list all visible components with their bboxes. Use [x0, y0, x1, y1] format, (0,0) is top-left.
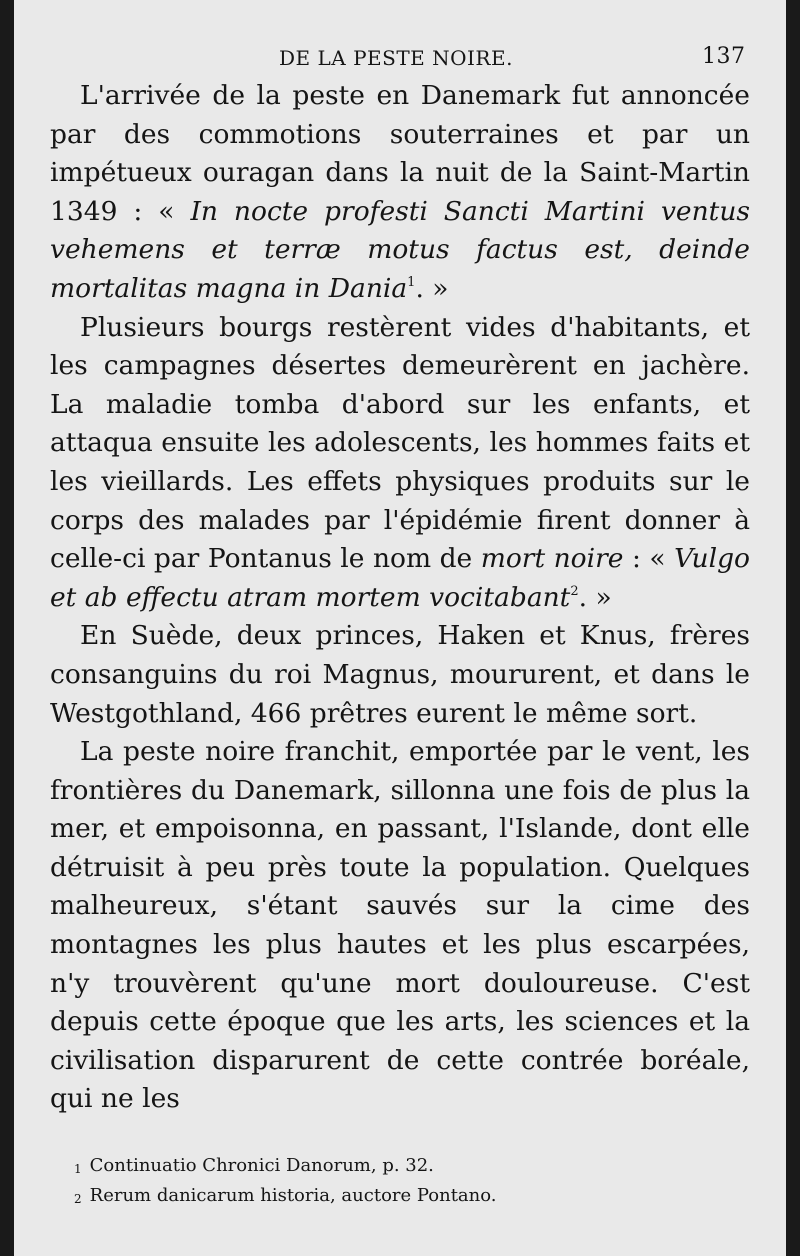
- body-text: [50, 77, 750, 1119]
- footnote-ref: 1: [407, 274, 416, 290]
- text-run: . »: [578, 581, 612, 613]
- italic-text: In nocte profesti Sancti Martini ventus vehemens et terræ motus factus est, deinde mortalitas magna in Dania: [50, 195, 750, 304]
- text-run: Plusieurs bourgs restèrent vides d'habitants, et les campagnes désertes demeurèrent en jachère. La maladie tomba d'abord sur les enfants, et attaqua ensuite les adolescents, les hommes faits et les vieillards. Les effets physiques produits sur le corps des malades par l'épidémie firent donner à celle-ci par Pontanus le nom de: [50, 311, 750, 575]
- footnote-mark: 2: [74, 1192, 82, 1206]
- text-run: . »: [415, 272, 449, 304]
- footnotes: [74, 1151, 754, 1211]
- footnote: [74, 1181, 754, 1211]
- paragraph: [50, 733, 750, 1119]
- paragraph: [50, 617, 750, 733]
- text-run: : «: [623, 543, 675, 575]
- footnote-text: Continuatio Chronici Danorum, p. 32.: [89, 1155, 434, 1176]
- italic-text: mort noire: [480, 543, 624, 575]
- footnote-ref: 2: [570, 583, 579, 599]
- footnote-mark: 1: [74, 1162, 82, 1176]
- running-title: DE LA PESTE NOIRE.: [279, 46, 513, 70]
- book-page: [14, 0, 786, 1256]
- text-run: La peste noire franchit, emportée par le vent, les frontières du Danemark, sillonna une fois de plus la mer, et empoisonna, en passant, l'Islande, dont elle détruisit à peu près toute la population. Quelques malheureux, s'étant sauvés sur la cime des montagnes les plus hautes et les plus escarpées, n'y trouvèrent qu'une mort douloureuse. C'est depuis cette époque que les arts, les sciences et la civilisation disparurent de cette contrée boréale, qui ne les: [50, 736, 750, 1115]
- page-number: 137: [702, 44, 746, 69]
- text-run: En Suède, deux princes, Haken et Knus, frères consanguins du roi Magnus, moururent, et dans le Westgothland, 466 prêtres eurent le même sort.: [50, 620, 750, 729]
- footnote: [74, 1151, 754, 1181]
- paragraph: [50, 77, 750, 309]
- italic-text: Vulgo et ab effectu atram mortem vocitabant: [50, 543, 750, 613]
- paragraph: [50, 309, 750, 618]
- footnote-text: Rerum danicarum historia, auctore Pontano.: [89, 1185, 497, 1206]
- text-run: L'arrivée de la peste en Danemark fut annoncée par des commotions souterraines et par un impétueux ouragan dans la nuit de la Saint-Martin 1349 : «: [50, 80, 750, 227]
- running-head: [14, 40, 786, 80]
